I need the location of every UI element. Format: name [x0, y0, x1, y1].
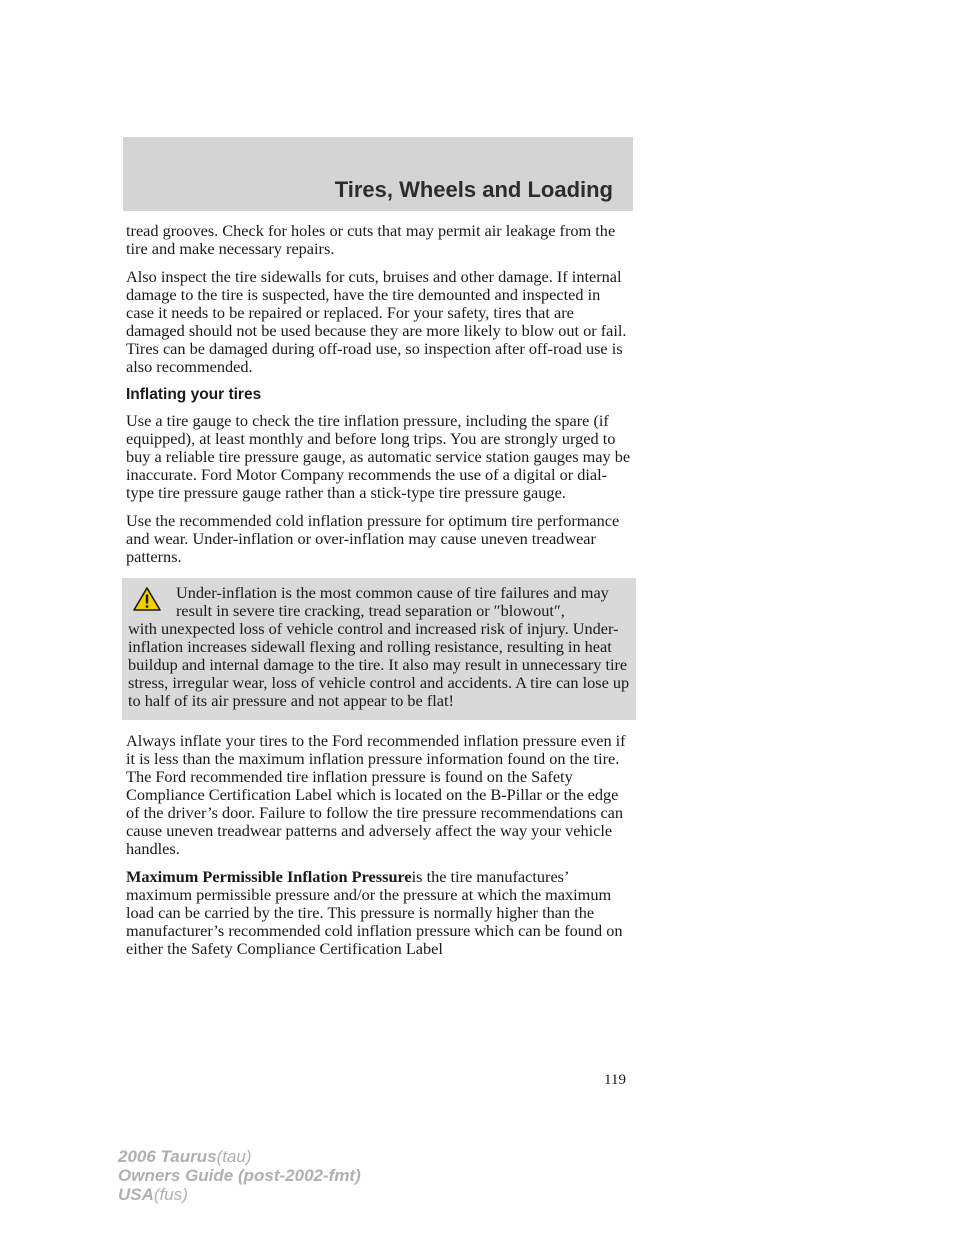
footer-line-1 [118, 1147, 361, 1166]
warning-box [122, 578, 636, 720]
paragraph-tread-grooves: tread grooves. Check for holes or cuts that may permit air leakage from the tire and make necessary repairs. [126, 221, 616, 258]
heading-inflating-tires: Inflating your tires [126, 386, 262, 403]
footer-model-code: (tau) [216, 1147, 252, 1166]
document-footer [118, 1147, 361, 1204]
section-header-band [123, 137, 633, 211]
paragraph-inspect-sidewalls: Also inspect the tire sidewalls for cuts, bruises and other damage. If internal damage to the tire is suspected, have the tire demounted and inspected in case it needs to be repaired or replaced. For your safety, tires that are damaged should not be used because they are more likely to blow out or fail. Tires can be damaged during off-road use, so inspection after off-road use is also recommended. [126, 267, 627, 376]
text-max-pressure: is the tire manufactures’ maximum permissible pressure and/or the pressure at which the maximum load can be carried by the tire. This pressure is normally higher than the manufacturer’s recommended cold inflation pressure which can be found on either the Safety Compliance Certification Label [126, 867, 623, 958]
page-number: 119 [604, 1072, 626, 1088]
paragraph-max-pressure [126, 868, 632, 958]
warning-triangle-icon [132, 586, 162, 612]
footer-model: 2006 Taurus [118, 1147, 217, 1166]
paragraph-always-inflate: Always inflate your tires to the Ford recommended inflation pressure even if it is less than the maximum inflation pressure information found on the tire. The Ford recommended tire inflation pressure is found on the Safety Compliance Certification Label which is located on the B-Pillar or the edge of the driver’s door. Failure to follow the tire pressure recommendations can cause uneven treadwear patterns and adversely affect the way your vehicle handles. [126, 731, 626, 858]
warning-text-first: Under-inflation is the most common cause of tire failures and may result in severe tire cracking, tread separation or ″blowout″, [176, 583, 609, 620]
footer-line-3 [118, 1185, 361, 1204]
paragraph-cold-inflation: Use the recommended cold inflation pressure for optimum tire performance and wear. Under-inflation or over-inflation may cause uneven treadwear patterns. [126, 511, 620, 566]
warning-text-rest: with unexpected loss of vehicle control and increased risk of injury. Under-inflation increases sidewall flexing and rolling resistance, resulting in heat buildup and internal damage to the tire. It also may result in unnecessary tire stress, irregular wear, loss of vehicle control and accidents. A tire can lose up to half of its air pressure and not appear to be flat! [128, 619, 630, 710]
page-content [126, 222, 632, 968]
paragraph-tire-gauge: Use a tire gauge to check the tire inflation pressure, including the spare (if equipped), at least monthly and before long trips. You are strongly urged to buy a reliable tire pressure gauge, as automatic service station gauges may be inaccurate. Ford Motor Company recommends the use of a digital or dial-type tire pressure gauge rather than a stick-type tire pressure gauge. [126, 411, 631, 502]
section-title: Tires, Wheels and Loading [334, 177, 613, 202]
footer-region: USA [118, 1185, 154, 1204]
term-max-pressure: Maximum Permissible Inflation Pressure [126, 867, 412, 886]
footer-line-2: Owners Guide (post-2002-fmt) [118, 1166, 361, 1185]
footer-region-code: (fus) [153, 1185, 188, 1204]
